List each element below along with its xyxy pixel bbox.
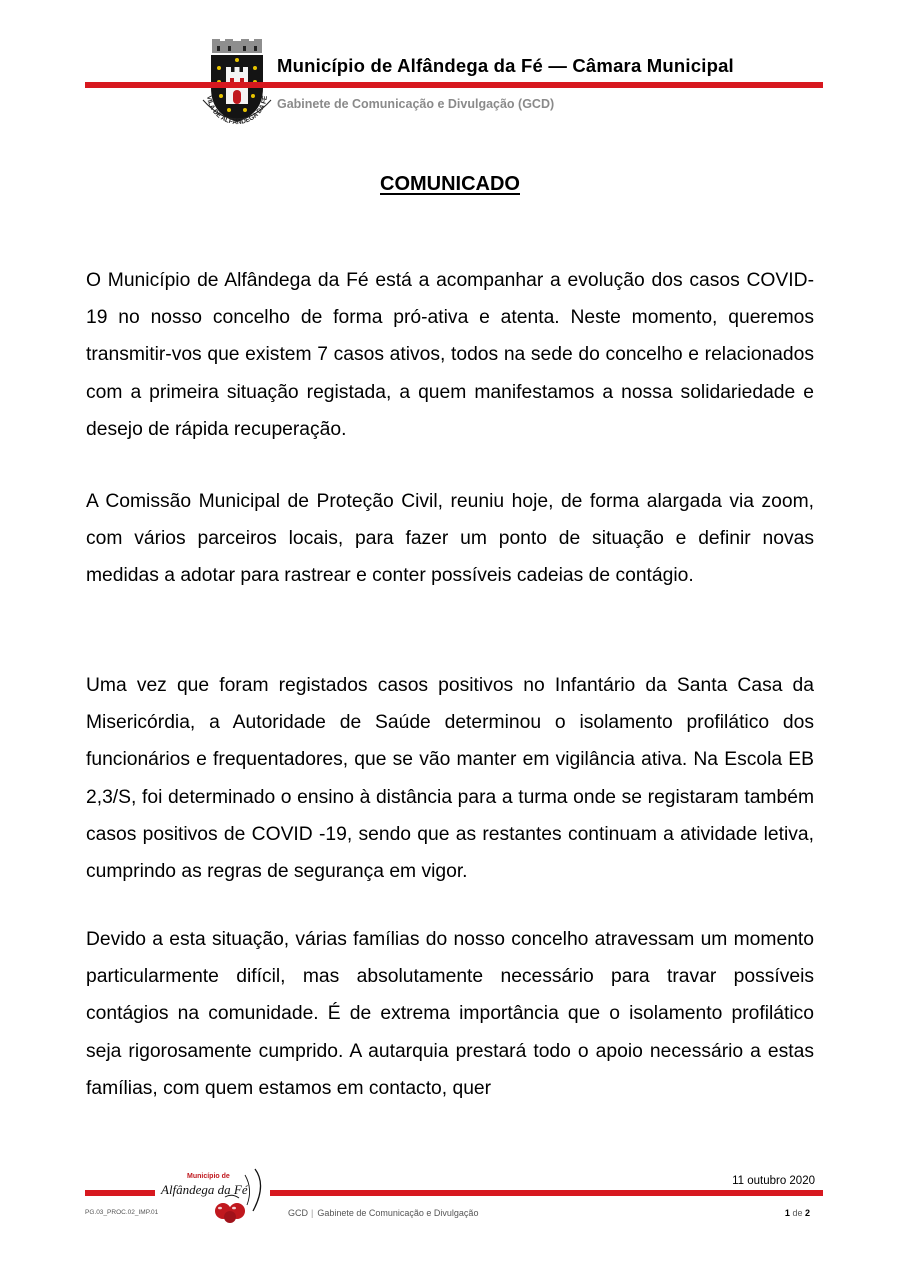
svg-text:VILA DE ALFÂNDEGA DA FÉ: VILA DE ALFÂNDEGA DA FÉ	[205, 95, 269, 127]
document-code: PG.03_PROC.02_IMP.01	[85, 1209, 159, 1216]
paragraph-2: A Comissão Municipal de Proteção Civil, reuniu hoje, de forma alargada via zoom, com vários parceiros locais, para fazer um ponto de situação e definir novas medidas a adotar para rastrear e conter possíveis cadeias de contágio.	[86, 491, 814, 587]
page-current: 1	[784, 1208, 790, 1218]
page-of: de	[792, 1208, 803, 1218]
paragraph-3: Uma vez que foram registados casos positivos no Infantário da Santa Casa da Misericórdia, a Autoridade de Saúde determinou o isolamento profilático dos funcionários e frequentadores, que se vão manter em vigilância ativa. Na Escola EB 2,3/S, foi determinado o ensino à distância para a turma onde se registaram também casos positivos de COVID -19, sendo que as restantes continuam a atividade letiva, cumprindo as regras de segurança em vigor.	[86, 675, 814, 883]
paragraph-1: O Município de Alfândega da Fé está a acompanhar a evolução dos casos COVID-19 no nosso concelho de forma pró-ativa e atenta. Neste momento, queremos transmitir-vos que existem 7 casos ativos, todos na sede do concelho e relacionados com a primeira situação registada, a quem manifestamos a nossa solidariedade e desejo de rápida recuperação.	[86, 270, 814, 440]
footer-divider-right	[270, 1190, 823, 1196]
footer-divider-left	[85, 1190, 155, 1196]
footer-gcd-label: GCD	[288, 1208, 308, 1218]
footer-gcd-text: Gabinete de Comunicação e Divulgação	[317, 1208, 479, 1218]
header-subtitle: Gabinete de Comunicação e Divulgação (GCD)	[277, 97, 555, 111]
header-divider	[85, 82, 823, 88]
document-title: COMUNICADO	[380, 173, 520, 195]
svg-text:Alfândega da Fé: Alfândega da Fé	[161, 1182, 248, 1197]
page-total: 2	[804, 1208, 810, 1218]
page-number	[785, 1208, 810, 1218]
footer-department: GCD | Gabinete de Comunicação e Divulgação	[288, 1208, 479, 1218]
paragraph-4: Devido a esta situação, várias famílias do nosso concelho atravessam um momento particularmente difícil, mas absolutamente necessário para travar possíveis contágios na comunidade. É de extrema importância que o isolamento profilático seja rigorosamente cumprido. A autarquia prestará todo o apoio necessário a estas famílias, com quem estamos em contacto, quer	[86, 929, 814, 1099]
document-date: 11 outubro 2020	[732, 1175, 815, 1187]
svg-text:Município de: Município de	[187, 1173, 230, 1180]
header-title: Município de Alfândega da Fé — Câmara Municipal	[277, 55, 734, 76]
municipality-logo-icon	[157, 1163, 275, 1225]
